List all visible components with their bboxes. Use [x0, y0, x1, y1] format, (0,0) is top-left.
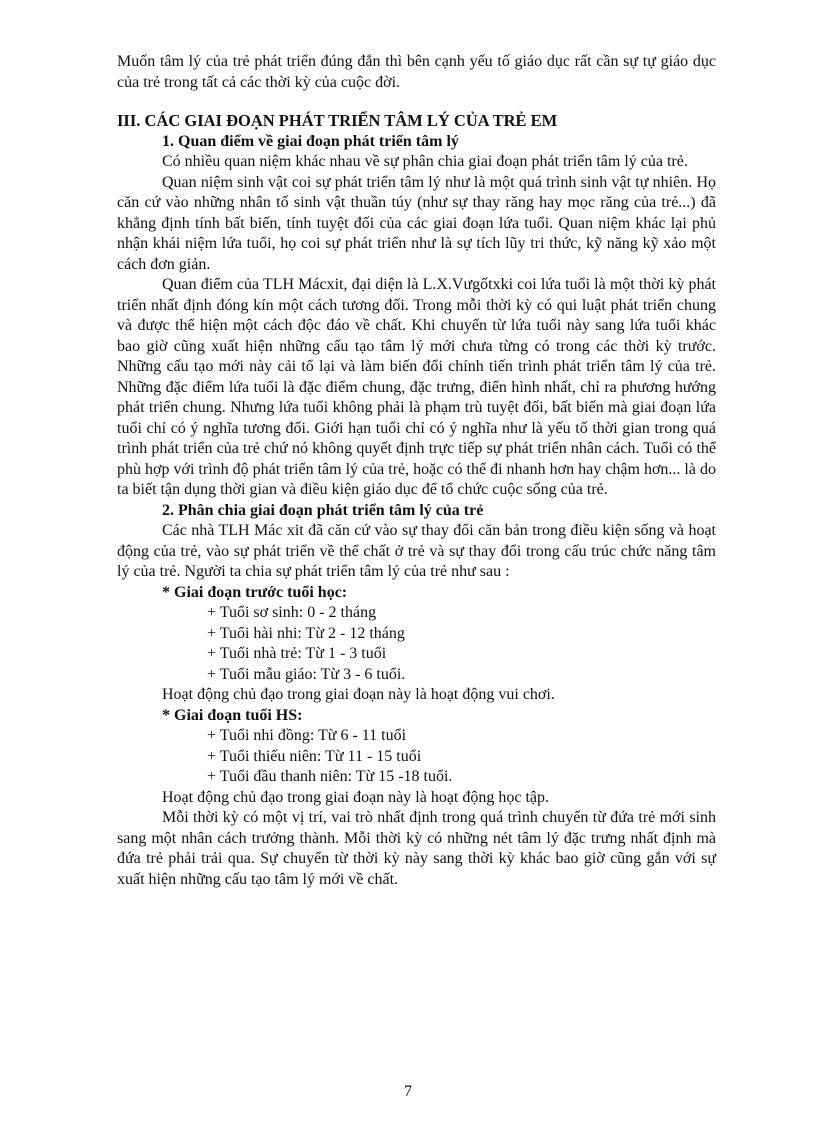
closing-paragraph: Mỗi thời kỳ có một vị trí, vai trò nhất định trong quá trình chuyển từ đứa trẻ mới sinh sang một nhân cách trưởng thành. Mỗi thời kỳ có những nét tâm lý đặc trưng nhất định mà đứa trẻ phải trải qua. Sự chuyển từ thời kỳ này sang thời kỳ khác bao giờ cũng gắn với sự xuất hiện những cấu tạo tâm lý mới về chất.: [117, 809, 716, 888]
stage-1-item: + Tuổi mẫu giáo: Từ 3 - 6 tuổi.: [207, 665, 406, 683]
stage-2-item: + Tuổi thiếu niên: Từ 11 - 15 tuổi: [207, 747, 422, 765]
page-number: 7: [404, 1083, 412, 1100]
stage-1-activity: Hoạt động chủ đạo trong giai đoạn này là hoạt động vui chơi.: [162, 686, 555, 703]
subsection-2-intro: Các nhà TLH Mác xit đã căn cứ vào sự thay đổi căn bản trong điều kiện sống và hoạt động của trẻ, vào sự phát triển về thể chất ở trẻ và sự thay đổi trong cấu trúc chức năng tâm lý của trẻ. Người ta chia sự phát triển tâm lý của trẻ như sau :: [117, 522, 716, 580]
spacer: [117, 93, 716, 111]
subsection-1-title: 1. Quan điểm về giai đoạn phát triển tâm lý: [162, 132, 459, 150]
stage-1-item: + Tuổi hài nhi: Từ 2 - 12 tháng: [207, 624, 405, 642]
subsection-1-paragraph: Có nhiều quan niệm khác nhau về sự phân chia giai đoạn phát triển tâm lý của trẻ.: [162, 153, 688, 170]
stage-1-item: + Tuổi nhà trẻ: Từ 1 - 3 tuổi: [207, 645, 387, 662]
stage-2-activity: Hoạt động chủ đạo trong giai đoạn này là hoạt động học tập.: [162, 788, 550, 806]
intro-paragraph: Muốn tâm lý của trẻ phát triển đúng đắn thì bên cạnh yếu tố giáo dục rất cần sự tự giáo dục của trẻ trong tất cả các thời kỳ của cuộc đời.: [117, 53, 716, 91]
subsection-1-paragraph: Quan niệm sinh vật coi sự phát triển tâm lý như là một quá trình sinh vật tự nhiên. Họ căn cứ vào những nhân tố sinh vật thuần túy (như sự thay răng hay mọc răng của trẻ...) đã khẳng định tính bất biến, tính tuyệt đối của các giai đoạn lứa tuổi. Quan niệm khác lại phủ nhận khái niệm lứa tuổi, họ coi sự phát triển như là sự tích lũy tri thức, kỹ năng kỹ xảo một cách đơn giản.: [117, 173, 716, 273]
stage-1-item: + Tuổi sơ sinh: 0 - 2 tháng: [207, 604, 377, 621]
section-title: III. CÁC GIAI ĐOẠN PHÁT TRIỂN TÂM LÝ CỦA TRẺ EM: [117, 111, 558, 130]
subsection-2-title: 2. Phân chia giai đoạn phát triển tâm lý của trẻ: [162, 501, 484, 519]
subsection-1-paragraph: Quan điểm của TLH Mácxit, đại diện là L.X.Vưgốtxki coi lứa tuổi là một thời kỳ phát triển nhất định đóng kín một cách tương đối. Trong mỗi thời kỳ có qui luật phát triển chung và được thể hiện một cách độc đáo về chất. Khi chuyển từ lứa tuổi này sang lứa tuổi khác bao giờ cũng xuất hiện những cấu tạo tâm lý mới chưa từng có trong các thời kỳ trước. Những cấu tạo mới này cải tổ lại và làm biến đổi chính tiến trình phát triển tâm lý của trẻ. Những đặc điểm lứa tuổi là đặc điểm chung, đặc trưng, điển hình nhất, chỉ ra phương hướng phát triển chung. Nhưng lứa tuổi không phải là phạm trù tuyệt đối, bất biến mà giai đoạn lứa tuổi chỉ có ý nghĩa tương đối. Giới hạn tuổi chỉ có ý nghĩa như là yếu tố thời gian trong quá trình phát triển của trẻ chứ nó không quyết định trực tiếp sự phát triển nhân cách. Tuổi có thể phù hợp với trình độ phát triển tâm lý của trẻ, hoặc có thể đi nhanh hơn hay chậm hơn... là do ta biết tận dụng thời gian và điều kiện giáo dục để tổ chức cuộc sống của trẻ.: [117, 276, 716, 498]
stage-2-title: * Giai đoạn tuổi HS:: [162, 706, 303, 724]
stage-1-title: * Giai đoạn trước tuổi học:: [162, 583, 348, 601]
stage-2-item: + Tuổi nhi đồng: Từ 6 - 11 tuổi: [207, 727, 407, 744]
stage-2-item: + Tuổi đầu thanh niên: Từ 15 -18 tuổi.: [207, 768, 453, 785]
document-page: [117, 52, 716, 890]
